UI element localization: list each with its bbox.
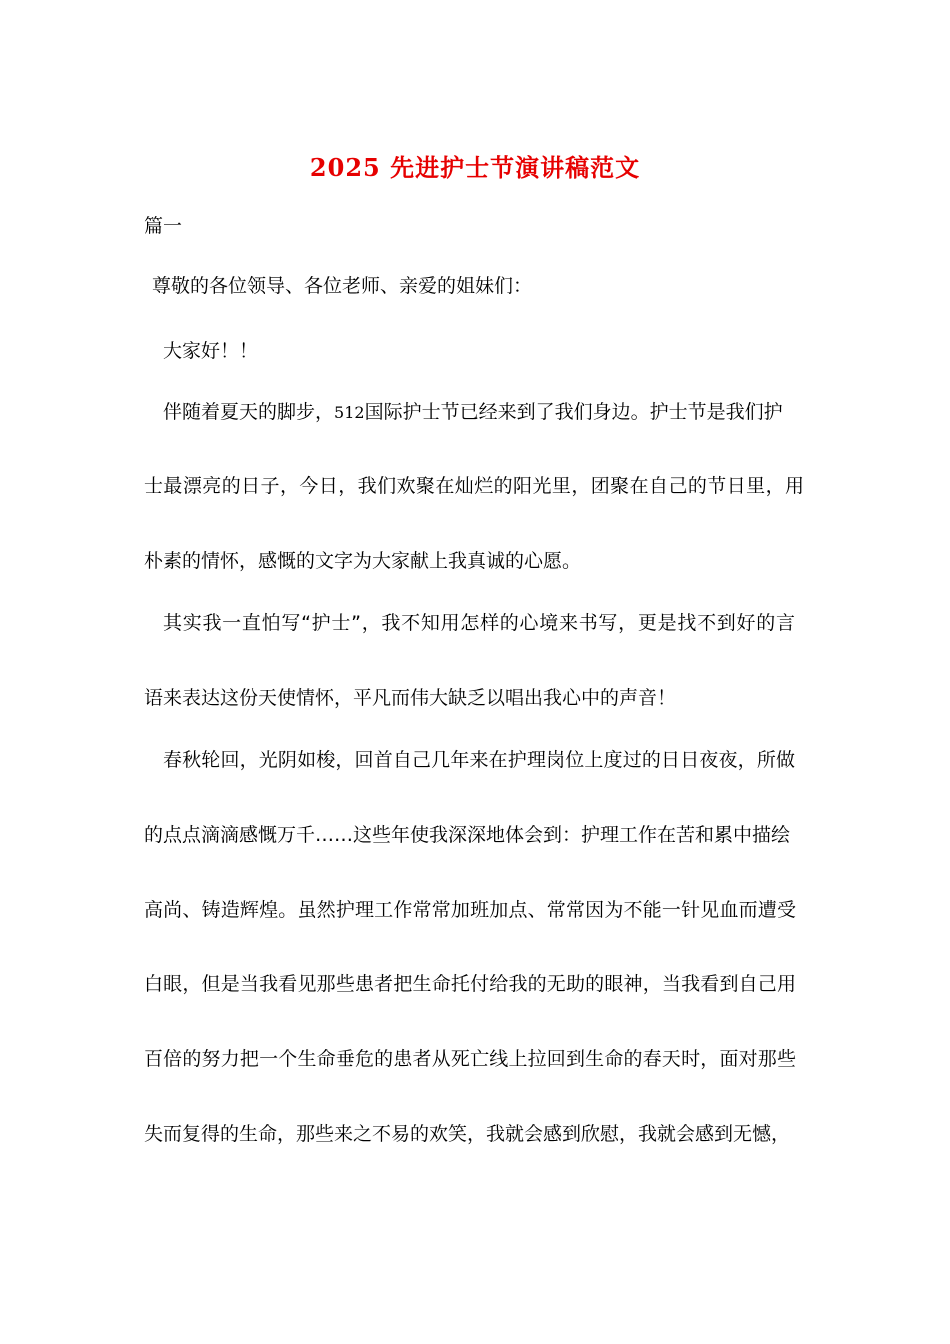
paragraph-3-line-2: 的点点滴滴感慨万千……这些年使我深深地体会到：护理工作在苦和累中描绘 (144, 824, 791, 846)
paragraph-2-line-2: 语来表达这份天使情怀，平凡而伟大缺乏以唱出我心中的声音！ (144, 687, 677, 709)
paragraph-3-line-1: 春秋轮回，光阴如梭，回首自己几年来在护理岗位上度过的日日夜夜，所做 (163, 749, 795, 771)
paragraph-2-line-1: 其实我一直怕写“护士”，我不知用怎样的心境来书写，更是找不到好的言 (163, 612, 795, 634)
paragraph-1-line-3: 朴素的情怀，感慨的文字为大家献上我真诚的心愿。 (144, 550, 582, 572)
paragraph-3-line-6: 失而复得的生命，那些来之不易的欢笑，我就会感到欣慰，我就会感到无憾， (144, 1123, 791, 1145)
document-title: 2025 先进护士节演讲稿范文 (309, 153, 641, 182)
paragraph-3-line-5: 百倍的努力把一个生命垂危的患者从死亡线上拉回到生命的春天时，面对那些 (144, 1048, 796, 1070)
greeting: 大家好！！ (163, 340, 259, 362)
paragraph-1-line-1 (163, 398, 793, 427)
salutation: 尊敬的各位领导、各位老师、亲爱的姐妹们： (152, 275, 533, 297)
paragraph-1-line-1-number: 512 (334, 403, 365, 422)
paragraph-1-line-1-b: 国际护士节已经来到了我们身边。护士节是我们护 (364, 401, 783, 423)
paragraph-3-line-3: 高尚、铸造辉煌。虽然护理工作常常加班加点、常常因为不能一针见血而遭受 (144, 899, 796, 921)
paragraph-3-line-4: 白眼，但是当我看见那些患者把生命托付给我的无助的眼神，当我看到自己用 (144, 973, 796, 995)
section-label: 篇一 (144, 215, 183, 237)
paragraph-1-line-2: 士最漂亮的日子，今日，我们欢聚在灿烂的阳光里，团聚在自己的节日里，用 (144, 475, 804, 497)
paragraph-1-line-1-a: 伴随着夏天的脚步， (163, 401, 335, 423)
